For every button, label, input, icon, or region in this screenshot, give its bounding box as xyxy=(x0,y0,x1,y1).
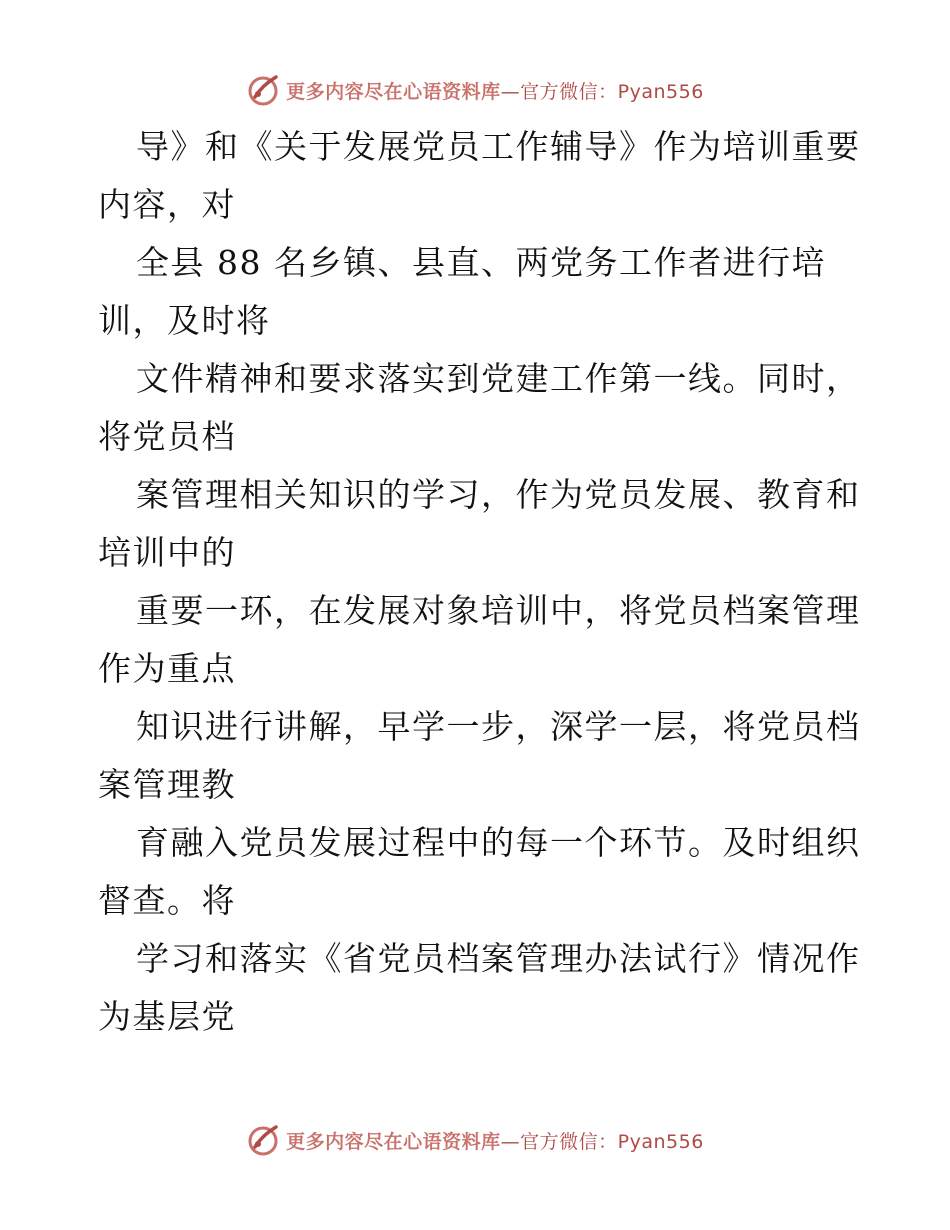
brush-logo-icon xyxy=(246,1123,280,1157)
watermark-text: 更多内容尽在心语资料库—官方微信：Pyan556 xyxy=(286,80,704,103)
watermark-text: 更多内容尽在心语资料库—官方微信：Pyan556 xyxy=(286,1130,704,1153)
text-line: 案管理教 xyxy=(98,765,236,804)
text-line: 学习和落实《省党员档案管理办法试行》情况作 xyxy=(136,939,861,978)
text-line: 将党员档 xyxy=(98,417,236,456)
footer-watermark xyxy=(0,1120,950,1160)
text-line: 培训中的 xyxy=(98,533,236,572)
text-line: 育融入党员发展过程中的每一个环节。及时组织 xyxy=(136,823,861,862)
brush-logo-icon xyxy=(246,73,280,107)
text-line: 知识进行讲解，早学一步，深学一层，将党员档 xyxy=(136,707,861,746)
text-line: 全县 88 名乡镇、县直、两党务工作者进行培 xyxy=(136,243,826,282)
text-line: 案管理相关知识的学习，作为党员发展、教育和 xyxy=(136,475,861,514)
text-line: 为基层党 xyxy=(98,997,236,1036)
text-line: 督查。将 xyxy=(98,881,236,920)
header-watermark xyxy=(0,70,950,110)
text-line: 训，及时将 xyxy=(98,301,271,340)
text-line: 作为重点 xyxy=(98,649,236,688)
document-body xyxy=(98,118,878,1046)
text-line: 重要一环，在发展对象培训中，将党员档案管理 xyxy=(136,591,861,630)
text-line: 文件精神和要求落实到党建工作第一线。同时， xyxy=(136,359,861,398)
text-line: 导》和《关于发展党员工作辅导》作为培训重要 xyxy=(136,127,861,166)
text-line: 内容，对 xyxy=(98,185,236,224)
